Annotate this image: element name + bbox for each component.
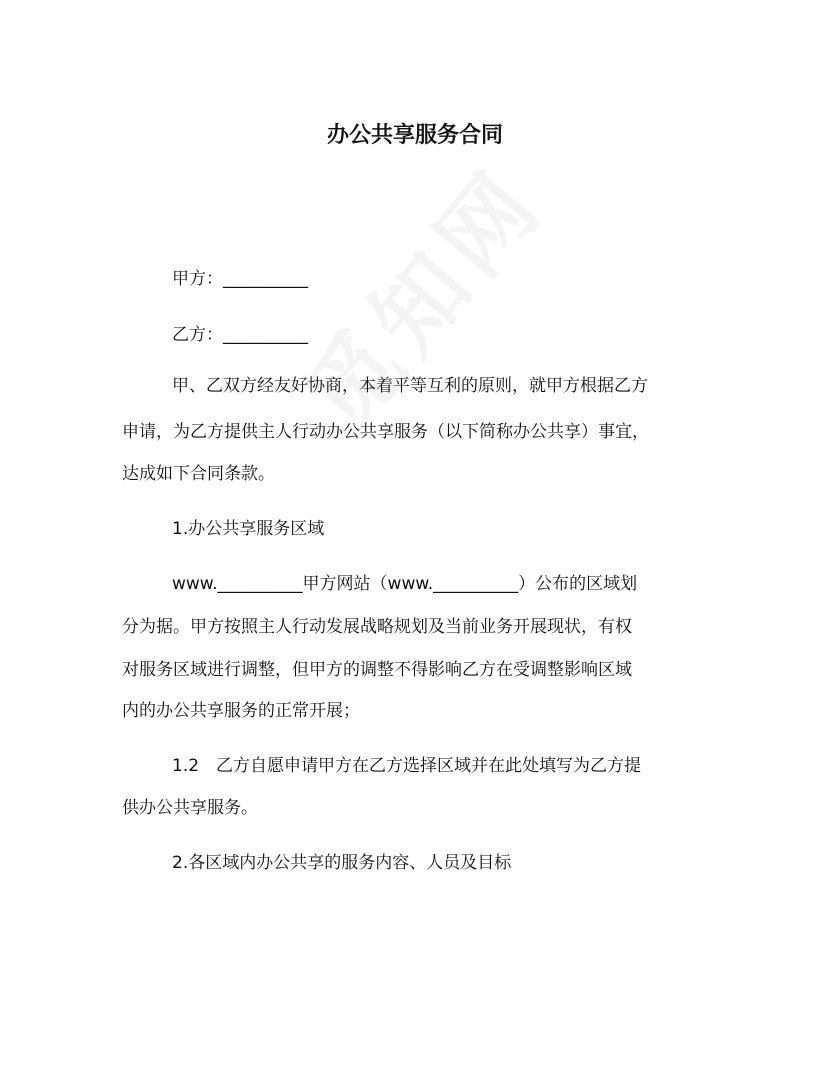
- party-b-line: 乙方：__________: [172, 325, 308, 345]
- section1-line-2: 分为据。甲方按照主人行动发展战略规划及当前业务开展现状，有权: [122, 617, 632, 637]
- party-a-line: 甲方：__________: [172, 269, 308, 289]
- intro-line-2: 申请，为乙方提供主人行动办公共享服务（以下简称办公共享）事宜，: [122, 422, 649, 442]
- section2-heading: 2.各区域内办公共享的服务内容、人员及目标: [172, 853, 512, 873]
- intro-line-3: 达成如下合同条款。: [122, 464, 275, 484]
- section1-line-3: 对服务区域进行调整，但甲方的调整不得影响乙方在受调整影响区域: [122, 660, 632, 680]
- clause-1-2-line-2: 供办公共享服务。: [122, 798, 258, 818]
- intro-line-1: 甲、乙双方经友好协商，本着平等互利的原则，就甲方根据乙方: [172, 376, 648, 396]
- contract-title: 办公共享服务合同: [326, 123, 503, 148]
- section1-line-4: 内的办公共享服务的正常开展；: [122, 701, 360, 721]
- section1-heading: 1.办公共享服务区域: [172, 519, 325, 539]
- watermark: [270, 136, 568, 455]
- clause-1-2-line-1: 1.2 乙方自愿申请甲方在乙方选择区域并在此处填写为乙方提: [172, 756, 642, 776]
- section1-line-1: www.__________甲方网站（www.__________）公布的区域划: [172, 574, 638, 594]
